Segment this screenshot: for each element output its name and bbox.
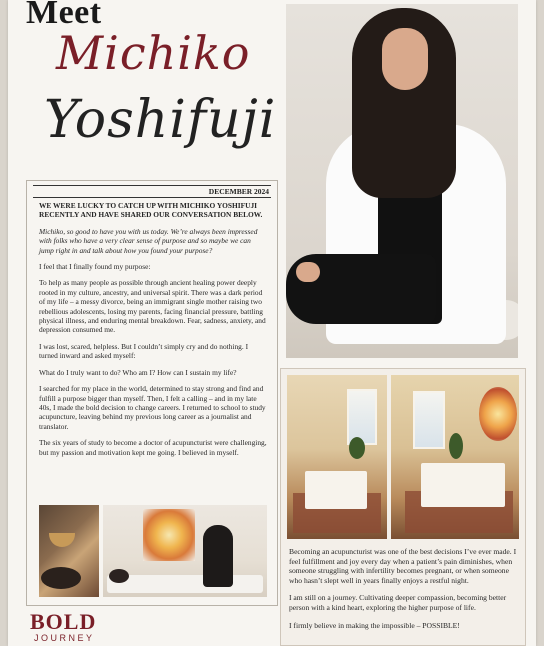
bold-journey-logo: BOLD xyxy=(30,609,97,634)
plant-shape xyxy=(349,437,365,459)
face-shape xyxy=(382,28,428,90)
closing-text xyxy=(289,547,519,638)
singing-bowl-photo xyxy=(39,505,99,597)
hand-shape xyxy=(296,262,320,282)
issue-date: DECEMBER 2024 xyxy=(33,185,271,198)
magazine-page xyxy=(8,0,536,646)
interview-article xyxy=(26,180,278,606)
window-shape xyxy=(347,389,377,445)
closing-paragraph-1: Becoming an acupuncturist was one of the best decisions I’ve ever made. I feel fulfillment and joy every day when a patient’s pain diminishes, when someone struggling with infertility becomes pregnant, or when someone who hasn’t slept well in years finally enjoys a restful night. xyxy=(289,547,517,585)
first-name-heading: Michiko xyxy=(56,26,251,80)
sun-painting-shape xyxy=(479,387,517,441)
wall-art-shape xyxy=(143,509,195,561)
answer-paragraph-4: What do I truly want to do? Who am I? How can I sustain my life? xyxy=(39,367,237,377)
treatment-table-shape xyxy=(107,575,263,593)
closing-paragraph-3: I firmly believe in making the impossible – POSSIBLE! xyxy=(289,620,460,630)
article-intro: WE WERE LUCKY TO CATCH UP WITH MICHIKO YOSHIFUJI RECENTLY AND HAVE SHARED OUR CONVERSATION BELOW. xyxy=(39,201,263,220)
meet-heading: Meet xyxy=(26,0,102,31)
practitioner-shape xyxy=(203,525,233,587)
last-name-heading: Yoshifuji xyxy=(44,90,277,150)
clinic-panel xyxy=(280,368,526,646)
answer-paragraph-1: I feel that I finally found my purpose: xyxy=(39,262,151,272)
patient-head-shape xyxy=(41,567,81,589)
massage-table-shape xyxy=(305,471,367,509)
answer-paragraph-3: I was lost, scared, helpless. But I couldn’t simply cry and do nothing. I turned inward and asked myself: xyxy=(39,341,249,361)
interview-question: Michiko, so good to have you with us today. We’re always been impressed with folks who have a very clear sense of purpose and so maybe we can jump right in and talk about how you found your purpose? xyxy=(39,226,258,255)
patient-shape xyxy=(109,569,129,583)
closing-paragraph-2: I am still on a journey. Cultivating deeper compassion, becoming better person with a kind heart, exploring the higher purpose of life. xyxy=(289,593,507,612)
clinic-room-photo-1 xyxy=(287,375,387,539)
plant-shape xyxy=(449,433,463,459)
answer-paragraph-2: To help as many people as possible through ancient healing power deeply rooted in my culture, ancestry, and universal spirit. There was a dark period of my life – a messy divorce, being an immigrant single mother raising two rebellious adolescents, losing my parents, facing financial pressure, battling physical illness, and enduring mental breakdown. Fear, sadness, anxiety, and depression consumed me. xyxy=(39,278,266,335)
window-shape xyxy=(413,391,445,449)
acupuncture-session-photo xyxy=(103,505,267,597)
treatment-photos xyxy=(39,505,267,597)
portrait-photo xyxy=(286,4,518,358)
massage-table-shape xyxy=(421,463,505,507)
article-body xyxy=(39,201,267,464)
singing-bowl-icon xyxy=(49,533,75,547)
clinic-room-photo-2 xyxy=(391,375,519,539)
bold-journey-logo-sub: JOURNEY xyxy=(34,633,95,643)
answer-paragraph-6: The six years of study to become a doctor of acupuncturist were challenging, but my passion and motivation kept me going. I believed in myself. xyxy=(39,438,267,457)
answer-paragraph-5: I searched for my place in the world, determined to stay strong and find and fulfill a purpose bigger than myself. Then, I felt a calling – and in my late 40s, I made the bold decision to change careers. I returned to school to study acupuncture, leaving behind my previous long career as a journalist and translator. xyxy=(39,384,266,431)
